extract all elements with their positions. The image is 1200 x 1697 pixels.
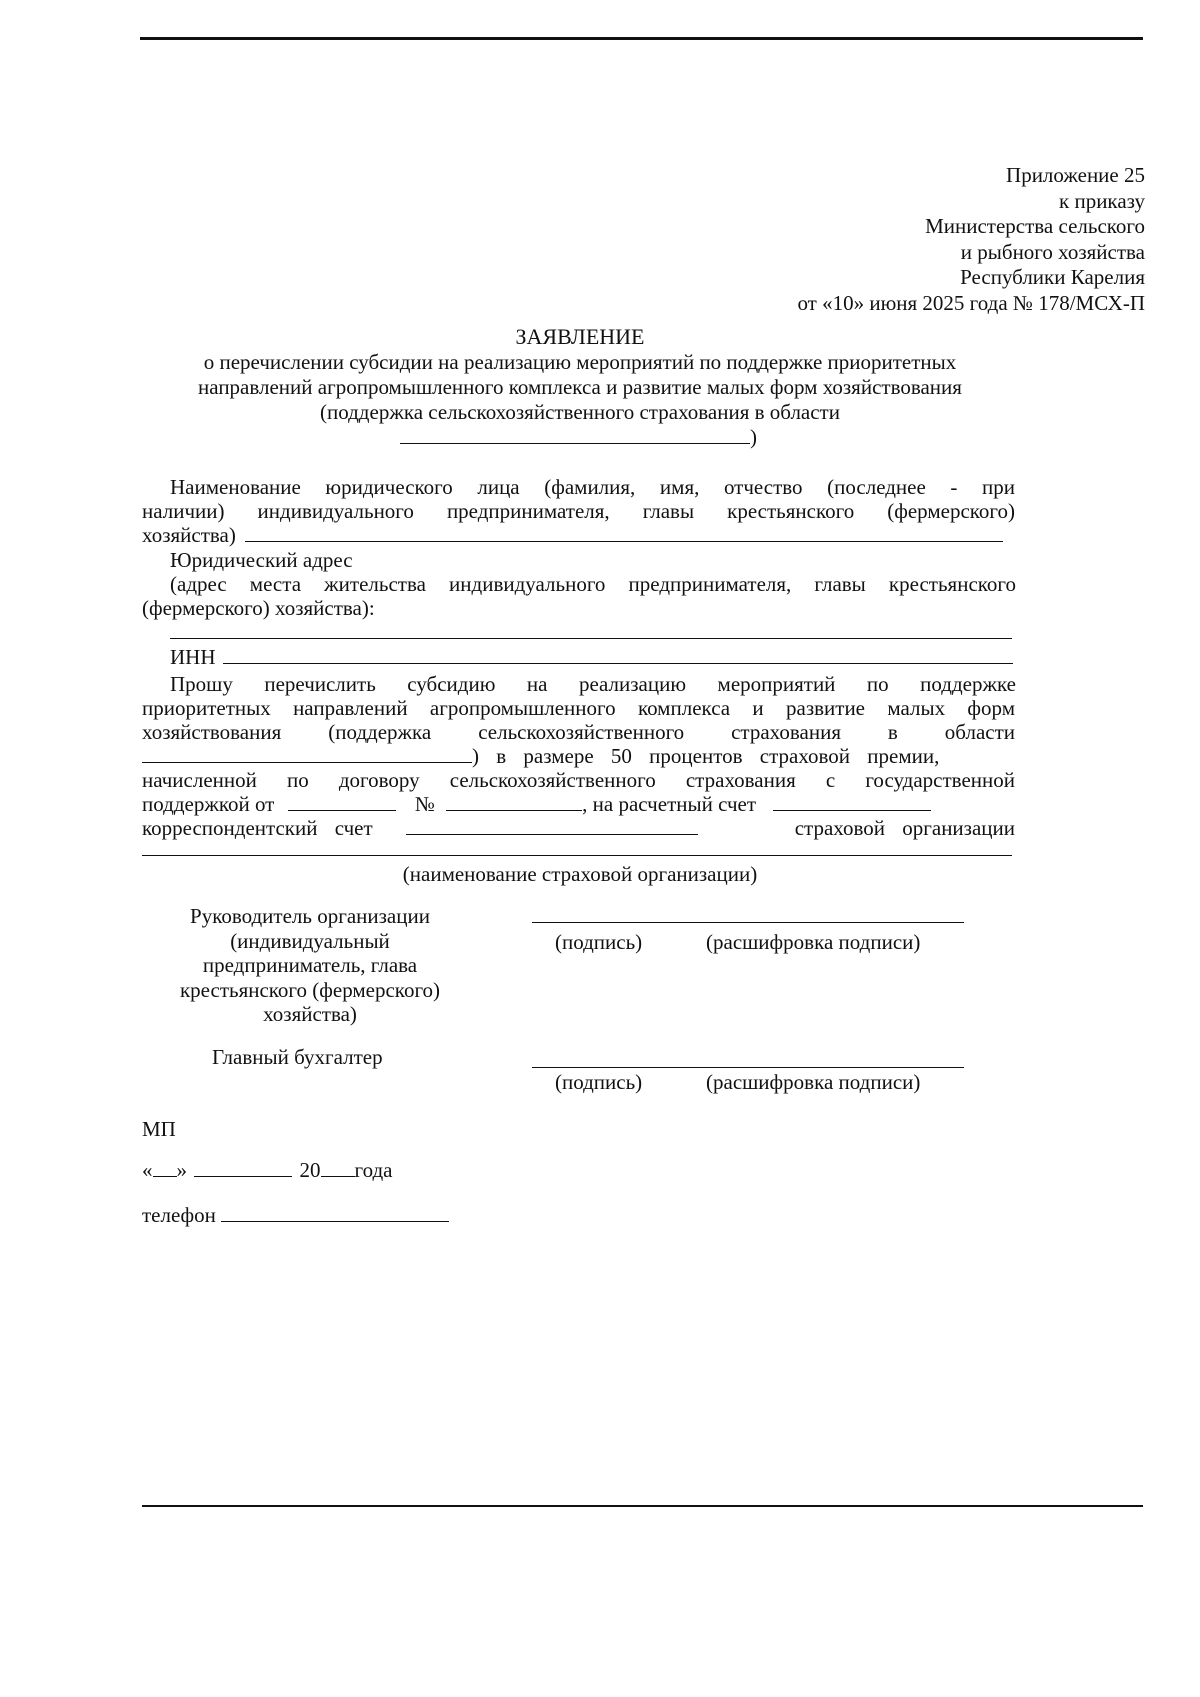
phone-label: телефон: [142, 1203, 216, 1227]
request-line: приоритетных направлений агропромышленного комплекса и развитие малых форм: [142, 696, 1015, 720]
request-line: Прошу перечислить субсидию на реализацию мероприятий по поддержке: [170, 672, 1016, 696]
contract-number-label: №: [414, 792, 435, 816]
phone-blank[interactable]: [221, 1204, 449, 1222]
head-signature-caption: (подпись): [555, 930, 643, 954]
date-month-blank[interactable]: [194, 1159, 292, 1177]
insurer-label: страховой организации: [794, 816, 1015, 840]
date-year-blank[interactable]: [321, 1159, 355, 1177]
head-decoding-caption: (расшифровка подписи): [706, 930, 921, 954]
applicant-name-line: Наименование юридического лица (фамилия, имя, отчество (последнее - при: [170, 475, 1015, 499]
appendix-header: [700, 163, 1145, 316]
contract-row: [142, 792, 1015, 816]
account-blank[interactable]: [773, 793, 931, 811]
account-label: , на расчетный счет: [582, 792, 757, 816]
date-day-blank[interactable]: [153, 1159, 177, 1177]
request-premium-text: ) в размере 50 процентов страховой премии,: [472, 744, 940, 768]
appendix-line: Республики Карелия: [960, 265, 1145, 289]
corr-account-blank[interactable]: [406, 817, 698, 835]
document-title: ЗАЯВЛЕНИЕ: [515, 324, 645, 349]
address-hint-line: (адрес места жительства индивидуального предпринимателя, главы крестьянского: [170, 572, 1016, 596]
date-year-suffix: года: [354, 1158, 393, 1182]
request-region-blank[interactable]: [142, 745, 472, 763]
request-line: начисленной по договору сельскохозяйственного страхования с государственной: [142, 768, 1015, 792]
bottom-rule: [142, 1505, 1143, 1507]
appendix-line: Министерства сельского: [925, 214, 1145, 238]
date-open-quote: «: [142, 1158, 153, 1182]
date-close-quote: »: [176, 1158, 187, 1182]
date-year-prefix: 20: [299, 1158, 321, 1182]
head-title-line: крестьянского (фермерского): [179, 977, 441, 1002]
applicant-name-blank[interactable]: [245, 524, 1003, 542]
applicant-name-label: хозяйства): [142, 523, 236, 547]
request-region-row: [142, 744, 1015, 768]
request-line: хозяйствования (поддержка сельскохозяйственного страхования в области: [142, 720, 1015, 744]
applicant-name-field-row: [142, 523, 1152, 547]
legal-address-label: Юридический адрес: [170, 548, 353, 572]
appendix-line: к приказу: [1059, 188, 1145, 213]
address-blank[interactable]: [170, 638, 1012, 639]
accountant-decoding-caption: (расшифровка подписи): [706, 1070, 921, 1094]
title-close-paren: ): [750, 425, 757, 449]
accountant-signature-caption: (подпись): [555, 1070, 643, 1094]
head-title-line: Руководитель организации: [190, 904, 430, 928]
insurer-name-blank[interactable]: [142, 855, 1012, 856]
contract-date-label: поддержкой от: [142, 792, 275, 816]
inn-blank[interactable]: [223, 646, 1013, 664]
head-title-line: предприниматель, глава: [202, 953, 418, 977]
title-line: направлений агропромышленного комплекса и развитие малых форм хозяйствования: [198, 375, 962, 399]
contract-date-blank[interactable]: [288, 793, 396, 811]
title-line: (поддержка сельскохозяйственного страхования в области: [320, 400, 840, 424]
phone-row: [142, 1203, 449, 1227]
top-rule: [140, 37, 1143, 40]
appendix-line: Приложение 25: [1006, 163, 1145, 187]
head-title-line: (индивидуальный: [230, 928, 390, 953]
stamp-placeholder: МП: [142, 1117, 176, 1141]
appendix-line: от «10» июня 2025 года № 178/МСХ-П: [797, 290, 1145, 315]
date-row: [142, 1158, 393, 1182]
applicant-name-line: наличии) индивидуального предпринимателя, главы крестьянского (фермерского): [142, 499, 1015, 523]
region-blank[interactable]: [400, 426, 750, 444]
inn-row: [170, 645, 1020, 669]
corr-account-row: [142, 816, 1015, 840]
insurer-caption: (наименование страховой организации): [402, 862, 758, 886]
contract-number-blank[interactable]: [446, 793, 582, 811]
head-signatory-title: [150, 904, 470, 1027]
inn-label: ИНН: [170, 645, 216, 669]
head-title-line: хозяйства): [263, 1002, 357, 1026]
title-region-line: [400, 425, 757, 449]
appendix-line: и рыбного хозяйства: [960, 239, 1145, 264]
head-signature-line[interactable]: [532, 922, 964, 923]
corr-account-label: корреспондентский счет: [142, 816, 373, 840]
title-line: о перечислении субсидии на реализацию мероприятий по поддержке приоритетных: [203, 350, 957, 374]
address-hint-line: (фермерского) хозяйства):: [142, 596, 375, 620]
accountant-signature-line[interactable]: [532, 1067, 964, 1068]
accountant-title: Главный бухгалтер: [212, 1045, 383, 1069]
